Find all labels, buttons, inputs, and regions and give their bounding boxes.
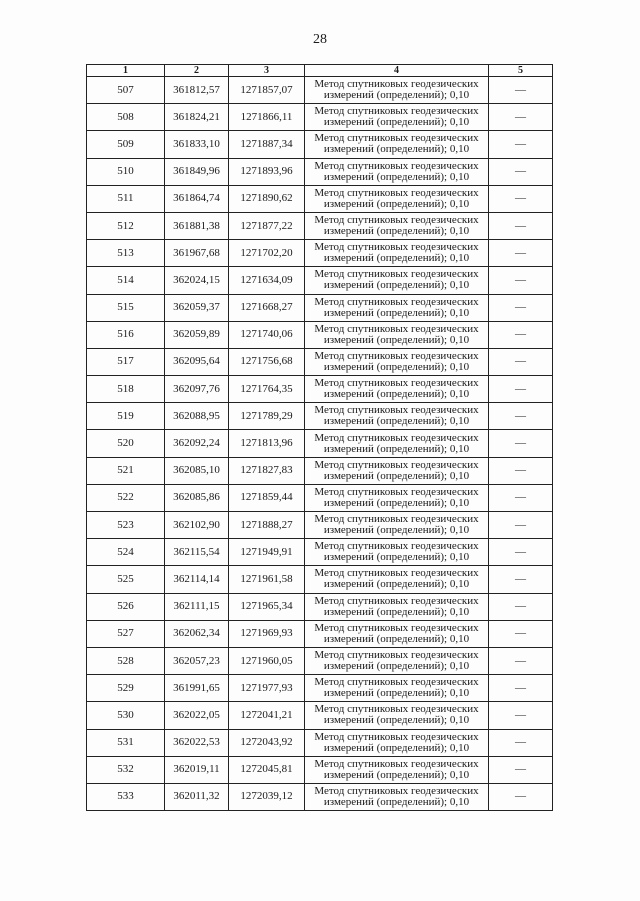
method-line-1: Метод спутниковых геодезических bbox=[314, 676, 479, 689]
table-row bbox=[87, 104, 553, 131]
x-coordinate-cell: 362059,89 bbox=[165, 321, 229, 348]
method-line-2: измерений (определений); 0,10 bbox=[323, 524, 470, 537]
y-coordinate-cell: 1271789,29 bbox=[229, 403, 305, 430]
table-row bbox=[87, 158, 553, 185]
column-5-cell: — bbox=[489, 403, 553, 430]
header-col-1: 1 bbox=[87, 65, 165, 77]
column-5-cell: — bbox=[489, 131, 553, 158]
column-5-cell: — bbox=[489, 593, 553, 620]
y-coordinate-cell: 1271949,91 bbox=[229, 539, 305, 566]
method-line-2: измерений (определений); 0,10 bbox=[323, 333, 470, 346]
point-number-cell: 527 bbox=[87, 620, 165, 647]
method-line-2: измерений (определений); 0,10 bbox=[323, 714, 470, 727]
x-coordinate-cell: 362111,15 bbox=[165, 593, 229, 620]
method-line-1: Метод спутниковых геодезических bbox=[314, 567, 479, 580]
y-coordinate-cell: 1271634,09 bbox=[229, 267, 305, 294]
method-line-2: измерений (определений); 0,10 bbox=[323, 632, 470, 645]
column-5-cell: — bbox=[489, 702, 553, 729]
table-row bbox=[87, 240, 553, 267]
method-line-2: измерений (определений); 0,10 bbox=[323, 197, 470, 210]
table-row bbox=[87, 566, 553, 593]
method-line-1: Метод спутниковых геодезических bbox=[314, 78, 479, 91]
method-cell bbox=[305, 240, 489, 267]
x-coordinate-cell: 362088,95 bbox=[165, 403, 229, 430]
method-cell bbox=[305, 647, 489, 674]
point-number-cell: 529 bbox=[87, 675, 165, 702]
method-line-1: Метод спутниковых геодезических bbox=[314, 540, 479, 553]
point-number-cell: 521 bbox=[87, 457, 165, 484]
header-col-4: 4 bbox=[305, 65, 489, 77]
method-cell bbox=[305, 620, 489, 647]
table-row bbox=[87, 185, 553, 212]
method-cell bbox=[305, 376, 489, 403]
point-number-cell: 516 bbox=[87, 321, 165, 348]
table-row bbox=[87, 348, 553, 375]
column-5-cell: — bbox=[489, 620, 553, 647]
method-line-1: Метод спутниковых геодезических bbox=[314, 132, 479, 145]
column-5-cell: — bbox=[489, 457, 553, 484]
method-line-1: Метод спутниковых геодезических bbox=[314, 241, 479, 254]
point-number-cell: 524 bbox=[87, 539, 165, 566]
table-row bbox=[87, 620, 553, 647]
table-row bbox=[87, 539, 553, 566]
method-cell bbox=[305, 484, 489, 511]
method-line-1: Метод спутниковых геодезических bbox=[314, 377, 479, 390]
method-line-2: измерений (определений); 0,10 bbox=[323, 741, 470, 754]
table-row bbox=[87, 403, 553, 430]
method-cell bbox=[305, 756, 489, 783]
y-coordinate-cell: 1271969,93 bbox=[229, 620, 305, 647]
column-5-cell: — bbox=[489, 756, 553, 783]
point-number-cell: 532 bbox=[87, 756, 165, 783]
column-5-cell: — bbox=[489, 512, 553, 539]
point-number-cell: 530 bbox=[87, 702, 165, 729]
point-number-cell: 517 bbox=[87, 348, 165, 375]
method-line-2: измерений (определений); 0,10 bbox=[323, 415, 470, 428]
table-row bbox=[87, 267, 553, 294]
y-coordinate-cell: 1272043,92 bbox=[229, 729, 305, 756]
y-coordinate-cell: 1271965,34 bbox=[229, 593, 305, 620]
column-5-cell: — bbox=[489, 158, 553, 185]
table-row bbox=[87, 131, 553, 158]
method-line-1: Метод спутниковых геодезических bbox=[314, 513, 479, 526]
table-header bbox=[87, 65, 553, 77]
column-5-cell: — bbox=[489, 348, 553, 375]
point-number-cell: 523 bbox=[87, 512, 165, 539]
table-row bbox=[87, 321, 553, 348]
y-coordinate-cell: 1271813,96 bbox=[229, 430, 305, 457]
table-row bbox=[87, 783, 553, 810]
table-row bbox=[87, 675, 553, 702]
method-cell bbox=[305, 457, 489, 484]
method-cell bbox=[305, 267, 489, 294]
y-coordinate-cell: 1271866,11 bbox=[229, 104, 305, 131]
method-line-2: измерений (определений); 0,10 bbox=[323, 252, 470, 265]
x-coordinate-cell: 362097,76 bbox=[165, 376, 229, 403]
method-line-2: измерений (определений); 0,10 bbox=[323, 143, 470, 156]
point-number-cell: 512 bbox=[87, 212, 165, 239]
x-coordinate-cell: 362019,11 bbox=[165, 756, 229, 783]
table-row bbox=[87, 593, 553, 620]
x-coordinate-cell: 361967,68 bbox=[165, 240, 229, 267]
method-cell bbox=[305, 294, 489, 321]
x-coordinate-cell: 362085,86 bbox=[165, 484, 229, 511]
method-line-1: Метод спутниковых геодезических bbox=[314, 322, 479, 335]
method-cell bbox=[305, 593, 489, 620]
column-5-cell: — bbox=[489, 539, 553, 566]
method-line-2: измерений (определений); 0,10 bbox=[323, 795, 470, 808]
x-coordinate-cell: 362092,24 bbox=[165, 430, 229, 457]
column-5-cell: — bbox=[489, 783, 553, 810]
point-number-cell: 509 bbox=[87, 131, 165, 158]
method-cell bbox=[305, 403, 489, 430]
method-line-2: измерений (определений); 0,10 bbox=[323, 687, 470, 700]
x-coordinate-cell: 362024,15 bbox=[165, 267, 229, 294]
table-row bbox=[87, 212, 553, 239]
method-cell bbox=[305, 675, 489, 702]
column-5-cell: — bbox=[489, 212, 553, 239]
method-cell bbox=[305, 131, 489, 158]
x-coordinate-cell: 362057,23 bbox=[165, 647, 229, 674]
y-coordinate-cell: 1271740,06 bbox=[229, 321, 305, 348]
method-line-2: измерений (определений); 0,10 bbox=[323, 605, 470, 618]
method-line-1: Метод спутниковых геодезических bbox=[314, 349, 479, 362]
method-line-2: измерений (определений); 0,10 bbox=[323, 306, 470, 319]
header-col-5: 5 bbox=[489, 65, 553, 77]
table-row bbox=[87, 457, 553, 484]
y-coordinate-cell: 1272041,21 bbox=[229, 702, 305, 729]
y-coordinate-cell: 1271961,58 bbox=[229, 566, 305, 593]
method-cell bbox=[305, 104, 489, 131]
method-line-1: Метод спутниковых геодезических bbox=[314, 186, 479, 199]
y-coordinate-cell: 1271827,83 bbox=[229, 457, 305, 484]
table-row bbox=[87, 484, 553, 511]
point-number-cell: 533 bbox=[87, 783, 165, 810]
method-line-2: измерений (определений); 0,10 bbox=[323, 768, 470, 781]
table-row bbox=[87, 702, 553, 729]
column-5-cell: — bbox=[489, 240, 553, 267]
column-5-cell: — bbox=[489, 430, 553, 457]
column-5-cell: — bbox=[489, 675, 553, 702]
y-coordinate-cell: 1271859,44 bbox=[229, 484, 305, 511]
method-line-2: измерений (определений); 0,10 bbox=[323, 360, 470, 373]
table-row bbox=[87, 430, 553, 457]
column-5-cell: — bbox=[489, 185, 553, 212]
y-coordinate-cell: 1271756,68 bbox=[229, 348, 305, 375]
table-row bbox=[87, 512, 553, 539]
method-line-1: Метод спутниковых геодезических bbox=[314, 757, 479, 770]
point-number-cell: 511 bbox=[87, 185, 165, 212]
y-coordinate-cell: 1271960,05 bbox=[229, 647, 305, 674]
y-coordinate-cell: 1271887,34 bbox=[229, 131, 305, 158]
column-5-cell: — bbox=[489, 376, 553, 403]
method-line-1: Метод спутниковых геодезических bbox=[314, 214, 479, 227]
point-number-cell: 526 bbox=[87, 593, 165, 620]
table-row bbox=[87, 294, 553, 321]
x-coordinate-cell: 361849,96 bbox=[165, 158, 229, 185]
method-line-1: Метод спутниковых геодезических bbox=[314, 268, 479, 281]
method-cell bbox=[305, 702, 489, 729]
y-coordinate-cell: 1271893,96 bbox=[229, 158, 305, 185]
method-line-2: измерений (определений); 0,10 bbox=[323, 170, 470, 183]
point-number-cell: 514 bbox=[87, 267, 165, 294]
method-line-2: измерений (определений); 0,10 bbox=[323, 279, 470, 292]
method-cell bbox=[305, 512, 489, 539]
method-line-2: измерений (определений); 0,10 bbox=[323, 496, 470, 509]
x-coordinate-cell: 362011,32 bbox=[165, 783, 229, 810]
coordinates-table bbox=[86, 64, 553, 811]
column-5-cell: — bbox=[489, 104, 553, 131]
column-5-cell: — bbox=[489, 566, 553, 593]
table-row bbox=[87, 376, 553, 403]
y-coordinate-cell: 1271668,27 bbox=[229, 294, 305, 321]
method-cell bbox=[305, 430, 489, 457]
method-line-2: измерений (определений); 0,10 bbox=[323, 469, 470, 482]
column-5-cell: — bbox=[489, 647, 553, 674]
column-5-cell: — bbox=[489, 294, 553, 321]
point-number-cell: 531 bbox=[87, 729, 165, 756]
point-number-cell: 510 bbox=[87, 158, 165, 185]
method-cell bbox=[305, 539, 489, 566]
point-number-cell: 519 bbox=[87, 403, 165, 430]
x-coordinate-cell: 361824,21 bbox=[165, 104, 229, 131]
method-line-1: Метод спутниковых геодезических bbox=[314, 594, 479, 607]
x-coordinate-cell: 362114,14 bbox=[165, 566, 229, 593]
method-line-2: измерений (определений); 0,10 bbox=[323, 225, 470, 238]
y-coordinate-cell: 1272039,12 bbox=[229, 783, 305, 810]
method-line-1: Метод спутниковых геодезических bbox=[314, 458, 479, 471]
method-line-1: Метод спутниковых геодезических bbox=[314, 431, 479, 444]
header-row bbox=[87, 65, 553, 77]
method-line-1: Метод спутниковых геодезических bbox=[314, 105, 479, 118]
method-cell bbox=[305, 321, 489, 348]
point-number-cell: 515 bbox=[87, 294, 165, 321]
y-coordinate-cell: 1271877,22 bbox=[229, 212, 305, 239]
point-number-cell: 508 bbox=[87, 104, 165, 131]
x-coordinate-cell: 362022,05 bbox=[165, 702, 229, 729]
method-cell bbox=[305, 348, 489, 375]
method-line-2: измерений (определений); 0,10 bbox=[323, 388, 470, 401]
method-line-1: Метод спутниковых геодезических bbox=[314, 730, 479, 743]
y-coordinate-cell: 1271888,27 bbox=[229, 512, 305, 539]
x-coordinate-cell: 362102,90 bbox=[165, 512, 229, 539]
column-5-cell: — bbox=[489, 729, 553, 756]
x-coordinate-cell: 362062,34 bbox=[165, 620, 229, 647]
x-coordinate-cell: 362095,64 bbox=[165, 348, 229, 375]
y-coordinate-cell: 1271890,62 bbox=[229, 185, 305, 212]
page-number: 28 bbox=[313, 32, 327, 47]
method-cell bbox=[305, 566, 489, 593]
method-line-1: Метод спутниковых геодезических bbox=[314, 621, 479, 634]
x-coordinate-cell: 362085,10 bbox=[165, 457, 229, 484]
method-cell bbox=[305, 158, 489, 185]
y-coordinate-cell: 1271764,35 bbox=[229, 376, 305, 403]
method-cell bbox=[305, 77, 489, 104]
header-col-2: 2 bbox=[165, 65, 229, 77]
method-line-1: Метод спутниковых геодезических bbox=[314, 485, 479, 498]
header-col-3: 3 bbox=[229, 65, 305, 77]
table-row bbox=[87, 647, 553, 674]
table-row bbox=[87, 756, 553, 783]
column-5-cell: — bbox=[489, 484, 553, 511]
y-coordinate-cell: 1271857,07 bbox=[229, 77, 305, 104]
x-coordinate-cell: 361812,57 bbox=[165, 77, 229, 104]
x-coordinate-cell: 362115,54 bbox=[165, 539, 229, 566]
column-5-cell: — bbox=[489, 321, 553, 348]
y-coordinate-cell: 1272045,81 bbox=[229, 756, 305, 783]
table-row bbox=[87, 729, 553, 756]
y-coordinate-cell: 1271977,93 bbox=[229, 675, 305, 702]
x-coordinate-cell: 362022,53 bbox=[165, 729, 229, 756]
method-line-1: Метод спутниковых геодезических bbox=[314, 649, 479, 662]
y-coordinate-cell: 1271702,20 bbox=[229, 240, 305, 267]
x-coordinate-cell: 361833,10 bbox=[165, 131, 229, 158]
method-cell bbox=[305, 185, 489, 212]
x-coordinate-cell: 362059,37 bbox=[165, 294, 229, 321]
x-coordinate-cell: 361864,74 bbox=[165, 185, 229, 212]
point-number-cell: 518 bbox=[87, 376, 165, 403]
method-cell bbox=[305, 729, 489, 756]
point-number-cell: 525 bbox=[87, 566, 165, 593]
method-line-2: измерений (определений); 0,10 bbox=[323, 116, 470, 129]
method-line-2: измерений (определений); 0,10 bbox=[323, 442, 470, 455]
method-line-1: Метод спутниковых геодезических bbox=[314, 703, 479, 716]
column-5-cell: — bbox=[489, 267, 553, 294]
x-coordinate-cell: 361881,38 bbox=[165, 212, 229, 239]
table-body bbox=[87, 77, 553, 811]
method-line-1: Метод спутниковых геодезических bbox=[314, 404, 479, 417]
method-line-2: измерений (определений); 0,10 bbox=[323, 551, 470, 564]
method-cell bbox=[305, 212, 489, 239]
method-cell bbox=[305, 783, 489, 810]
method-line-2: измерений (определений); 0,10 bbox=[323, 660, 470, 673]
table-row bbox=[87, 77, 553, 104]
point-number-cell: 513 bbox=[87, 240, 165, 267]
point-number-cell: 522 bbox=[87, 484, 165, 511]
method-line-1: Метод спутниковых геодезических bbox=[314, 784, 479, 797]
point-number-cell: 520 bbox=[87, 430, 165, 457]
method-line-1: Метод спутниковых геодезических bbox=[314, 159, 479, 172]
method-line-2: измерений (определений); 0,10 bbox=[323, 578, 470, 591]
method-line-2: измерений (определений); 0,10 bbox=[323, 89, 470, 102]
method-line-1: Метод спутниковых геодезических bbox=[314, 295, 479, 308]
point-number-cell: 507 bbox=[87, 77, 165, 104]
x-coordinate-cell: 361991,65 bbox=[165, 675, 229, 702]
column-5-cell: — bbox=[489, 77, 553, 104]
point-number-cell: 528 bbox=[87, 647, 165, 674]
